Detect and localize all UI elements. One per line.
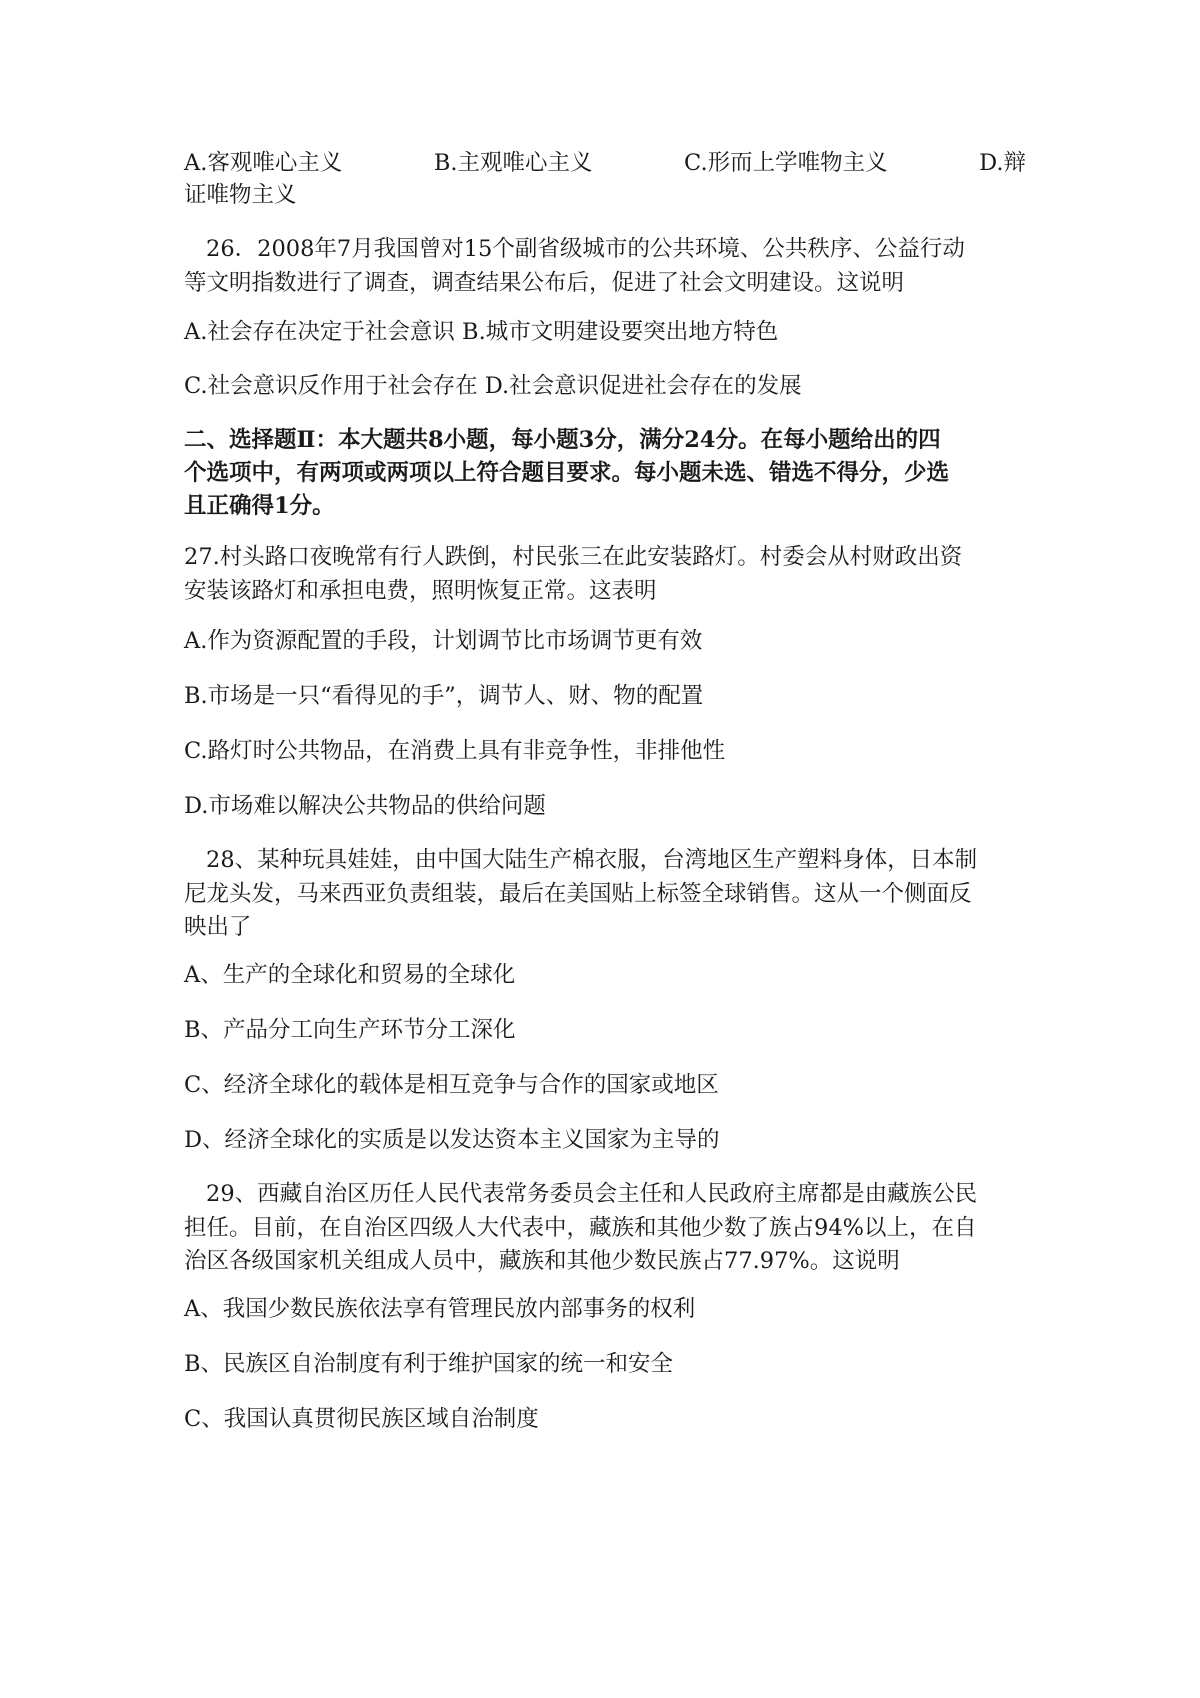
q29-stem-line1: 29、西藏自治区历任人民代表常务委员会主任和人民政府主席都是由藏族公民 bbox=[206, 1181, 978, 1207]
q26-options-ab: A.社会存在决定于社会意识 B.城市文明建设要突出地方特色 bbox=[184, 319, 779, 345]
section2-heading-line1: 二、选择题Ⅱ：本大题共8小题，每小题3分，满分24分。在每小题给出的四 bbox=[184, 427, 941, 453]
q25-option-b: B.主观唯心主义 bbox=[433, 150, 593, 176]
q28-option-b: B、产品分工向生产环节分工深化 bbox=[184, 1017, 516, 1043]
q25-option-d: D.辩 bbox=[979, 150, 1026, 176]
q28-option-d: D、经济全球化的实质是以发达资本主义国家为主导的 bbox=[184, 1127, 720, 1153]
section2-heading-line3: 且正确得1分。 bbox=[184, 493, 335, 519]
q25-option-c: C.形而上学唯物主义 bbox=[684, 150, 888, 176]
q28-stem-line3: 映出了 bbox=[184, 914, 252, 940]
q27-option-c: C.路灯时公共物品，在消费上具有非竞争性，非排他性 bbox=[184, 738, 726, 764]
q28-stem-line1: 28、某种玩具娃娃，由中国大陆生产棉衣服，台湾地区生产塑料身体，日本制 bbox=[206, 847, 978, 873]
q27-option-b: B.市场是一只“看得见的手”，调节人、财、物的配置 bbox=[184, 683, 704, 709]
q26-stem-line2: 等文明指数进行了调查，调查结果公布后，促进了社会文明建设。这说明 bbox=[184, 270, 905, 296]
q25-option-a: A.客观唯心主义 bbox=[184, 150, 343, 176]
q29-stem-line3: 治区各级国家机关组成人员中，藏族和其他少数民族占77.97%。这说明 bbox=[184, 1248, 900, 1274]
q28-option-a: A、生产的全球化和贸易的全球化 bbox=[184, 962, 516, 988]
q25-option-d-wrap: 证唯物主义 bbox=[184, 182, 297, 208]
section2-heading-line2: 个选项中，有两项或两项以上符合题目要求。每小题未选、错选不得分，少选 bbox=[184, 460, 950, 486]
q26-options-cd: C.社会意识反作用于社会存在 D.社会意识促进社会存在的发展 bbox=[184, 373, 802, 399]
q29-option-a: A、我国少数民族依法享有管理民放内部事务的权利 bbox=[184, 1296, 696, 1322]
q27-stem-line1: 27.村头路口夜晚常有行人跌倒，村民张三在此安装路灯。村委会从村财政出资 bbox=[184, 544, 963, 570]
q25-options-row bbox=[184, 146, 1026, 180]
q29-stem-line2: 担任。目前，在自治区四级人大代表中，藏族和其他少数了族占94%以上，在自 bbox=[184, 1215, 977, 1241]
q26-stem-line1: 26．2008年7月我国曾对15个副省级城市的公共环境、公共秩序、公益行动 bbox=[206, 236, 965, 262]
q27-stem-line2: 安装该路灯和承担电费，照明恢复正常。这表明 bbox=[184, 578, 657, 604]
q29-option-b: B、民族区自治制度有利于维护国家的统一和安全 bbox=[184, 1351, 674, 1377]
q27-option-d: D.市场难以解决公共物品的供给问题 bbox=[184, 793, 546, 819]
q27-option-a: A.作为资源配置的手段，计划调节比市场调节更有效 bbox=[184, 628, 703, 654]
q28-stem-line2: 尼龙头发，马来西亚负责组装，最后在美国贴上标签全球销售。这从一个侧面反 bbox=[184, 881, 972, 907]
q29-option-c: C、我国认真贯彻民族区域自治制度 bbox=[184, 1406, 539, 1432]
q28-option-c: C、经济全球化的载体是相互竞争与合作的国家或地区 bbox=[184, 1072, 719, 1098]
